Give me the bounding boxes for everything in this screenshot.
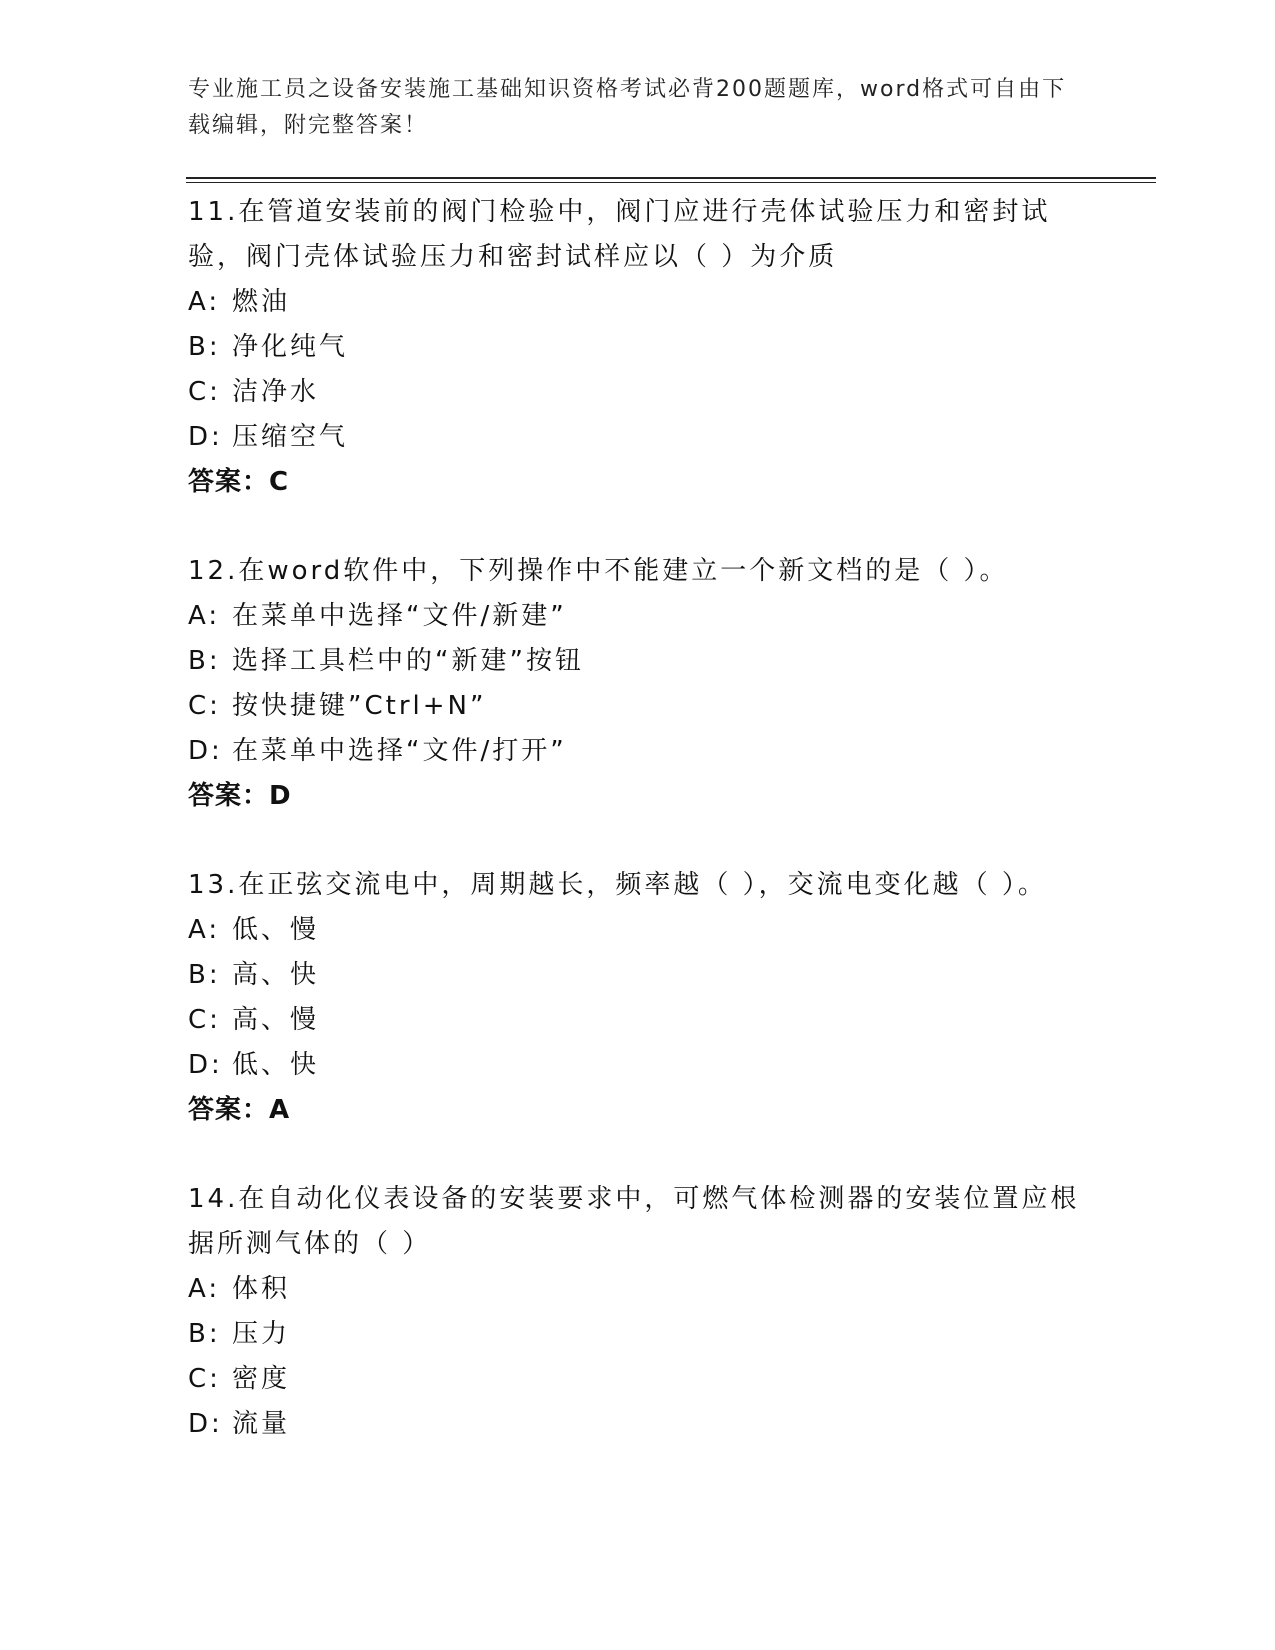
option-text: 压缩空气 — [232, 422, 349, 452]
option-key: D: — [188, 1409, 223, 1439]
option-key: D: — [188, 736, 223, 766]
option-key: C: — [188, 691, 221, 721]
question-12 — [188, 549, 1088, 819]
header-divider-thin — [186, 182, 1156, 183]
option-text: 在菜单中选择“文件/打开” — [232, 736, 567, 766]
option-text: 压力 — [232, 1319, 291, 1349]
option-text: 低、快 — [232, 1050, 320, 1080]
option-text: 流量 — [232, 1409, 291, 1439]
answer-line: 答案：D — [188, 781, 292, 811]
option-a — [188, 280, 1088, 325]
option-b — [188, 953, 1088, 998]
option-d — [188, 415, 1088, 460]
document-header: 专业施工员之设备安装施工基础知识资格考试必背200题题库，word格式可自由下载编辑，附完整答案！ — [188, 77, 1067, 138]
option-d — [188, 1043, 1088, 1088]
answer-line: 答案：A — [188, 1095, 291, 1125]
option-c — [188, 1357, 1088, 1402]
option-text: 密度 — [232, 1364, 291, 1394]
question-11 — [188, 190, 1088, 505]
question-13 — [188, 863, 1088, 1133]
option-key: D: — [188, 1050, 223, 1080]
option-b — [188, 325, 1088, 370]
option-c — [188, 370, 1088, 415]
question-stem: 11.在管道安装前的阀门检验中，阀门应进行壳体试验压力和密封试验，阀门壳体试验压力和密封试样应以（ ）为介质 — [188, 197, 1051, 272]
option-key: C: — [188, 1005, 221, 1035]
question-stem: 12.在word软件中，下列操作中不能建立一个新文档的是（ ）。 — [188, 556, 1009, 586]
answer-line: 答案：C — [188, 467, 290, 497]
option-key: B: — [188, 646, 221, 676]
question-list — [188, 190, 1088, 1491]
option-text: 按快捷键”Ctrl+N” — [232, 691, 487, 721]
option-key: D: — [188, 422, 223, 452]
option-a — [188, 908, 1088, 953]
question-14 — [188, 1177, 1088, 1447]
option-b — [188, 639, 1088, 684]
option-b — [188, 1312, 1088, 1357]
option-key: B: — [188, 332, 221, 362]
option-text: 燃油 — [232, 287, 291, 317]
option-text: 低、慢 — [232, 915, 320, 945]
option-text: 高、慢 — [232, 1005, 320, 1035]
option-key: C: — [188, 377, 221, 407]
option-key: B: — [188, 1319, 221, 1349]
option-key: A: — [188, 1274, 221, 1304]
question-stem: 14.在自动化仪表设备的安装要求中，可燃气体检测器的安装位置应根据所测气体的（ ） — [188, 1184, 1080, 1259]
header-divider-thick — [186, 177, 1156, 179]
option-a — [188, 1267, 1088, 1312]
option-key: A: — [188, 287, 221, 317]
option-key: B: — [188, 960, 221, 990]
option-text: 在菜单中选择“文件/新建” — [232, 601, 567, 631]
option-text: 高、快 — [232, 960, 320, 990]
option-text: 洁净水 — [232, 377, 320, 407]
question-stem: 13.在正弦交流电中，周期越长，频率越（ ），交流电变化越（ ）。 — [188, 870, 1047, 900]
option-d — [188, 1402, 1088, 1447]
option-text: 体积 — [232, 1274, 291, 1304]
option-key: C: — [188, 1364, 221, 1394]
option-text: 选择工具栏中的“新建”按钮 — [232, 646, 584, 676]
option-key: A: — [188, 601, 221, 631]
option-c — [188, 998, 1088, 1043]
option-key: A: — [188, 915, 221, 945]
option-d — [188, 729, 1088, 774]
option-c — [188, 684, 1088, 729]
option-text: 净化纯气 — [232, 332, 349, 362]
option-a — [188, 594, 1088, 639]
